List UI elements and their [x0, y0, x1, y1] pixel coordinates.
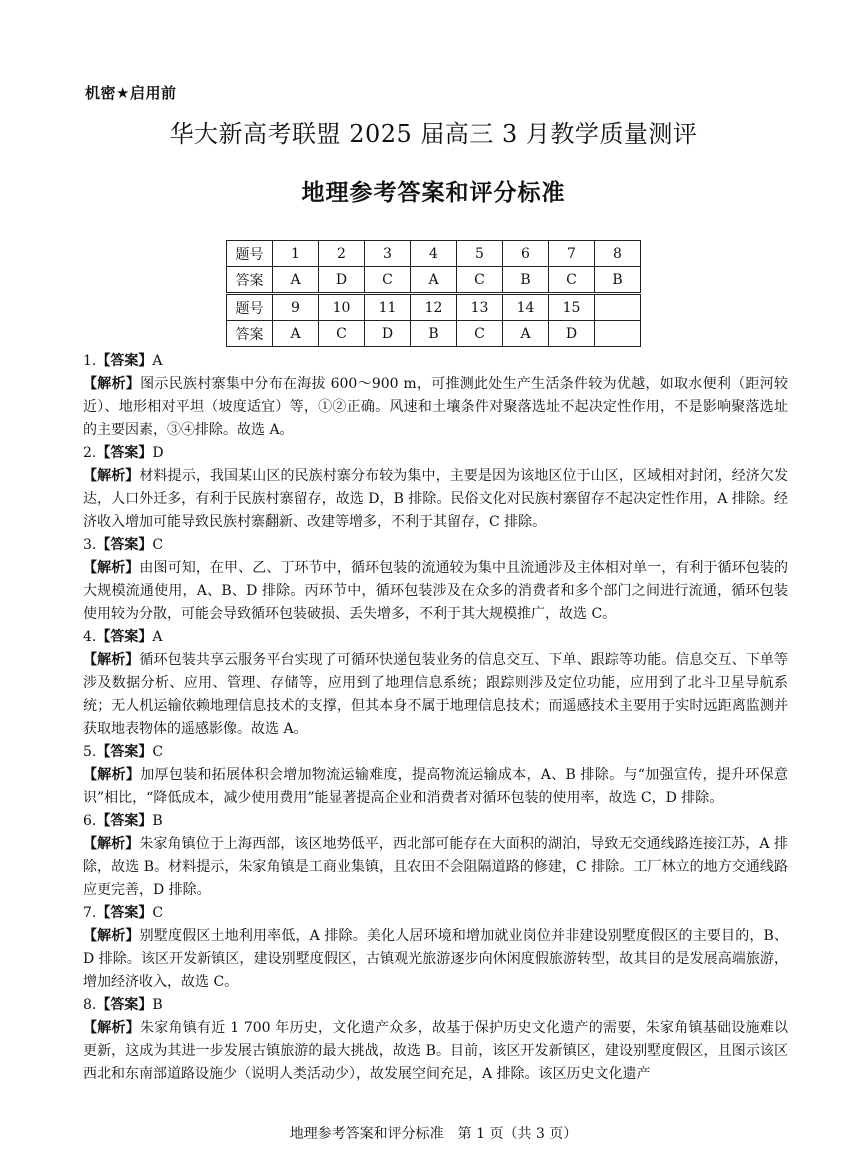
table-cell: D — [365, 321, 411, 347]
explanation-line — [83, 557, 788, 626]
question-number: 1. — [83, 353, 97, 369]
answer-value: A — [152, 629, 163, 645]
answer-line — [83, 626, 788, 649]
table-row — [227, 267, 641, 294]
answer-line — [83, 902, 788, 925]
table-cell: C — [319, 321, 365, 347]
table-cell: 10 — [319, 294, 365, 321]
question-item — [83, 902, 788, 994]
table-cell: A — [273, 267, 319, 294]
question-number: 4. — [83, 629, 97, 645]
question-number: 5. — [83, 744, 97, 760]
table-row — [227, 241, 641, 267]
question-item — [83, 350, 788, 442]
answer-label: 【答案】 — [96, 537, 153, 553]
answer-line — [83, 994, 788, 1017]
answer-line — [83, 534, 788, 557]
answer-label: 【答案】 — [96, 353, 153, 369]
answer-label: 【答案】 — [96, 629, 153, 645]
question-number: 7. — [83, 905, 97, 921]
table-cell: 5 — [457, 241, 503, 267]
question-item — [83, 741, 788, 810]
question-number: 2. — [83, 445, 97, 461]
explanation-text: 图示民族村寨集中分布在海拔 600～900 m，可推测此处生产生活条件较为优越，如取水便利（距河较近）、地形相对平坦（坡度适宜）等，①②正确。风速和土壤条件对聚落选址不起决定性作用，不是影响聚落选址的主要因素，③④排除。故选 A。 — [83, 376, 788, 438]
explanation-text: 加厚包装和拓展体积会增加物流运输难度，提高物流运输成本，A、B 排除。与“加强宣传，提升环保意识”相比，“降低成本，减少使用费用”能显著提高企业和消费者对循环包装的使用率，故选 C，D 排除。 — [83, 767, 788, 806]
explanation-label: 【解析】 — [83, 836, 140, 852]
explanation-label: 【解析】 — [83, 376, 141, 392]
table-cell: A — [273, 321, 319, 347]
table-cell: 11 — [365, 294, 411, 321]
table-cell: 题号 — [227, 294, 273, 321]
table-cell: D — [549, 321, 595, 347]
explanation-label: 【解析】 — [83, 560, 140, 576]
table-row — [227, 321, 641, 347]
table-cell: 7 — [549, 241, 595, 267]
explanations — [83, 350, 788, 1086]
table-cell: 3 — [365, 241, 411, 267]
table-cell: 8 — [595, 241, 641, 267]
explanation-text: 朱家角镇有近 1 700 年历史，文化遗产众多，故基于保护历史文化遗产的需要，朱家角镇基础设施难以更新，这成为其进一步发展古镇旅游的最大挑战，故选 B。目前，该区开发新镇区，建设别墅度假区，且图示该区西北和东南部道路设施少（说明人类活动少），故发展空间充足，A 排除。该区历史文化遗产 — [83, 1020, 789, 1082]
table-cell: 14 — [503, 294, 549, 321]
table-cell: 2 — [319, 241, 365, 267]
answer-table — [226, 240, 641, 347]
explanation-line — [83, 925, 788, 994]
answer-value: C — [152, 744, 164, 760]
table-row — [227, 294, 641, 321]
explanation-label: 【解析】 — [83, 468, 140, 484]
answer-value: D — [152, 445, 164, 461]
question-number: 3. — [83, 537, 97, 553]
table-cell: 4 — [411, 241, 457, 267]
table-cell: 6 — [503, 241, 549, 267]
answer-value: B — [152, 997, 163, 1013]
answer-value: A — [152, 353, 163, 369]
table-cell: C — [457, 321, 503, 347]
table-cell: C — [549, 267, 595, 294]
explanation-line — [83, 465, 788, 534]
table-cell: A — [411, 267, 457, 294]
answer-line — [83, 741, 788, 764]
table-cell: 答案 — [227, 321, 273, 347]
explanation-label: 【解析】 — [83, 767, 141, 783]
explanation-text: 朱家角镇位于上海西部，该区地势低平，西北部可能存在大面积的湖泊，导致无交通线路连接江苏，A 排除，故选 B。材料提示，朱家角镇是工商业集镇，且农田不会阻隔道路的修建，C 排除。工厂林立的地方交通线路应更完善，D 排除。 — [83, 836, 789, 898]
table-cell: D — [319, 267, 365, 294]
explanation-line — [83, 1017, 788, 1086]
explanation-label: 【解析】 — [83, 1020, 141, 1036]
page-title: 华大新高考联盟 2025 届高三 3 月教学质量测评 — [169, 120, 698, 148]
table-cell: 9 — [273, 294, 319, 321]
explanation-text: 循环包装共享云服务平台实现了可循环快递包装业务的信息交互、下单、跟踪等功能。信息交互、下单等涉及数据分析、应用、管理、存储等，应用到了地理信息系统；跟踪则涉及定位功能，应用到了北斗卫星导航系统；无人机运输依赖地理信息技术的支撑，但其本身不属于地理信息技术；而遥感技术主要用于实时远距离监测并获取地表物体的遥感影像。故选 A。 — [83, 652, 789, 737]
explanation-text: 由图可知，在甲、乙、丁环节中，循环包装的流通较为集中且流通涉及主体相对单一，有利于循环包装的大规模流通使用，A、B、D 排除。丙环节中，循环包装涉及在众多的消费者和多个部门之间进行流通，循环包装使用较为分散，可能会导致循环包装破损、丢失增多，不利于其大规模推广，故选 C。 — [83, 560, 789, 622]
explanation-text: 材料提示，我国某山区的民族村寨分布较为集中，主要是因为该地区位于山区，区域相对封闭，经济欠发达，人口外迁多，有利于民族村寨留存，故选 D，B 排除。民俗文化对民族村寨留存不起决定性作用，A 排除。经济收入增加可能导致民族村寨翻新、改建等增多，不利于其留存，C 排除。 — [83, 468, 789, 530]
answer-line — [83, 350, 788, 373]
question-item — [83, 534, 788, 626]
table-cell: B — [595, 267, 641, 294]
table-cell: B — [411, 321, 457, 347]
table-cell: C — [365, 267, 411, 294]
explanation-line — [83, 833, 788, 902]
explanation-line — [83, 764, 788, 810]
answer-line — [83, 810, 788, 833]
answer-label: 【答案】 — [96, 445, 153, 461]
table-cell: 1 — [273, 241, 319, 267]
explanation-line — [83, 649, 788, 741]
table-cell: B — [503, 267, 549, 294]
table-cell: 题号 — [227, 241, 273, 267]
answer-value: C — [152, 537, 164, 553]
answer-value: B — [152, 813, 163, 829]
page-footer: 地理参考答案和评分标准 第 1 页（共 3 页） — [289, 1126, 578, 1142]
question-item — [83, 994, 788, 1086]
answer-label: 【答案】 — [96, 744, 153, 760]
question-number: 8. — [83, 997, 97, 1013]
answer-label: 【答案】 — [96, 813, 153, 829]
answer-value: C — [152, 905, 164, 921]
page-subtitle: 地理参考答案和评分标准 — [301, 180, 566, 206]
table-cell: 答案 — [227, 267, 273, 294]
explanation-text: 别墅度假区土地利用率低，A 排除。美化人居环境和增加就业岗位并非建设别墅度假区的主要目的，B、D 排除。该区开发新镇区，建设别墅度假区，古镇观光旅游逐步向休闲度假旅游转型，故其目的是发展高端旅游，增加经济收入，故选 C。 — [83, 928, 788, 990]
question-item — [83, 810, 788, 902]
question-item — [83, 626, 788, 741]
answer-label: 【答案】 — [96, 997, 153, 1013]
explanation-label: 【解析】 — [83, 928, 140, 944]
table-cell — [595, 321, 641, 347]
table-cell: 12 — [411, 294, 457, 321]
table-cell: 13 — [457, 294, 503, 321]
explanation-label: 【解析】 — [83, 652, 140, 668]
question-number: 6. — [83, 813, 97, 829]
table-cell — [595, 294, 641, 321]
table-cell: A — [503, 321, 549, 347]
table-cell: C — [457, 267, 503, 294]
answer-label: 【答案】 — [96, 905, 153, 921]
question-item — [83, 442, 788, 534]
confidential-label: 机密★启用前 — [85, 84, 177, 102]
answer-line — [83, 442, 788, 465]
table-cell: 15 — [549, 294, 595, 321]
explanation-line — [83, 373, 788, 442]
